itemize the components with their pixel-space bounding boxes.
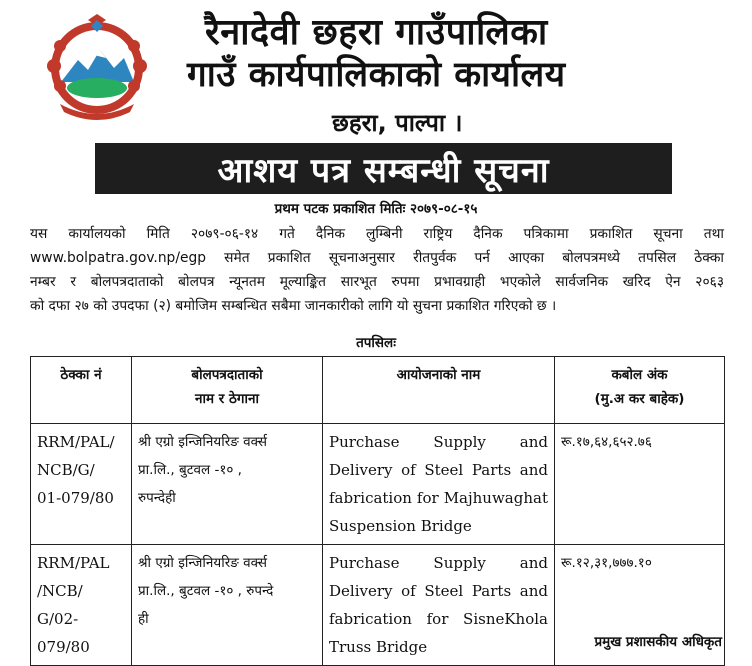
notice-body-line: www.bolpatra.gov.np/egp समेत प्रकाशित सूचनाअनुसार रीतपुर्वक पर्न आएका बोलपत्रमध्ये तपसिल ठेक्का	[30, 250, 724, 266]
header-bidder: बोलपत्रदाताको नाम र ठेगाना	[132, 357, 323, 424]
bidder-cell: श्री एग्रो इन्जिनियरिङ वर्क्स प्रा.लि., बुटवल -१० , रुपन्दे ही	[132, 545, 323, 666]
header-project: आयोजनाको नाम	[323, 357, 555, 424]
project-cell: Purchase Supply and Delivery of Steel Parts and fabrication for SisneKhola Truss Bridge	[323, 545, 555, 666]
contract-no-cell: RRM/PAL/ NCB/G/ 01-079/80	[31, 424, 132, 545]
table-row	[31, 424, 725, 545]
header-bid-amount: कबोल अंक (मु.अ कर बाहेक)	[555, 357, 725, 424]
office-location: छहरा, पाल्पा ।	[332, 109, 463, 137]
amount-cell: रू.१७,६४,६५२.७६	[555, 424, 725, 545]
organization-name: रैनादेवी छहरा गाउँपालिका	[205, 12, 548, 53]
notice-body-line: नम्बर र बोलपत्रदाताको बोलपत्र न्यूनतम मूल्याङ्कित सारभूत रुपमा प्रभावग्राही भएकोले सार्वजनिक खरिद ऐन २०६३	[30, 274, 724, 290]
office-name: गाउँ कार्यपालिकाको कार्यालय	[187, 55, 566, 95]
header-contract-no: ठेक्का नं	[31, 357, 132, 424]
notice-body-line: यस कार्यालयको मिति २०७९-०६-१४ गते दैनिक लुम्बिनी राष्ट्रिय दैनिक पत्रिकामा प्रकाशित सूचना तथा	[30, 226, 724, 242]
signatory-title: प्रमुख प्रशासकीय अधिकृत	[594, 634, 722, 650]
schedule-label: तपसिलः	[356, 335, 396, 351]
contract-no-cell: RRM/PAL /NCB/ G/02-079/80	[31, 545, 132, 666]
nepal-government-emblem-icon	[38, 12, 156, 120]
contract-table	[30, 356, 725, 666]
project-cell: Purchase Supply and Delivery of Steel Parts and fabrication for Majhuwaghat Suspension Bridge	[323, 424, 555, 545]
notice-body-line: को दफा २७ को उपदफा (२) बमोजिम सम्बन्धित सबैमा जानकारीको लागि यो सुचना प्रकाशित गरिएको छ ।	[30, 298, 557, 314]
published-date: प्रथम पटक प्रकाशित मितिः २०७९-०८-१५	[274, 201, 478, 217]
table-header-row	[31, 357, 725, 424]
bidder-cell: श्री एग्रो इन्जिनियरिङ वर्क्स प्रा.लि., बुटवल -१० , रुपन्देही	[132, 424, 323, 545]
amount-cell: रू.१२,३१,७७७.१०	[555, 545, 725, 666]
notice-title: आशय पत्र सम्बन्धी सूचना	[95, 143, 672, 194]
notice-body	[30, 222, 724, 318]
